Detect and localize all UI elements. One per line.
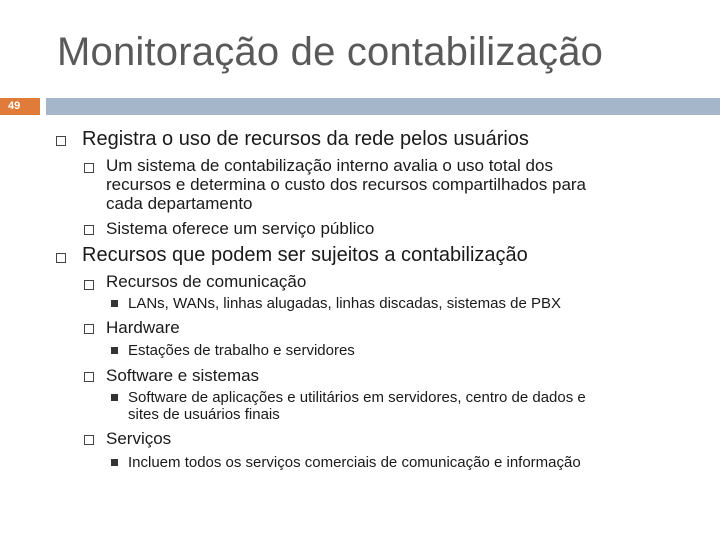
bullet-level1: Recursos que podem ser sujeitos a contabilização <box>82 244 528 266</box>
bullet-level3: Incluem todos os serviços comerciais de comunicação e informação <box>128 454 581 471</box>
bullet-level2: Software e sistemas <box>106 366 260 385</box>
bullet-level2: Um sistema de contabilização interno avalia o uso total dos <box>106 156 553 175</box>
slide-number: 49 <box>0 98 40 115</box>
bullet-level2: Hardware <box>106 318 180 337</box>
square-bullet-icon <box>111 347 118 354</box>
bullet-box-icon <box>56 253 66 263</box>
bullet-box-icon <box>84 280 94 290</box>
bullet-box-icon <box>56 136 66 146</box>
bullet-box-icon <box>84 435 94 445</box>
square-bullet-icon <box>111 459 118 466</box>
square-bullet-icon <box>111 300 118 307</box>
bullet-level2: Serviços <box>106 429 172 448</box>
bullet-level2-continuation: recursos e determina o custo dos recursos compartilhados para <box>106 175 587 194</box>
bullet-level2: Sistema oferece um serviço público <box>106 219 375 238</box>
bullet-level3: Estações de trabalho e servidores <box>128 342 355 359</box>
bullet-box-icon <box>84 372 94 382</box>
bullet-level2-continuation: cada departamento <box>106 194 253 213</box>
square-bullet-icon <box>111 394 118 401</box>
bullet-box-icon <box>84 324 94 334</box>
bullet-level2: Recursos de comunicação <box>106 272 307 291</box>
bullet-box-icon <box>84 225 94 235</box>
bullet-level1: Registra o uso de recursos da rede pelos usuários <box>82 128 529 150</box>
bullet-level3-continuation: sites de usuários finais <box>128 406 280 423</box>
bullet-level3: Software de aplicações e utilitários em servidores, centro de dados e <box>128 389 586 406</box>
bullet-level3: LANs, WANs, linhas alugadas, linhas discadas, sistemas de PBX <box>128 295 561 312</box>
bullet-box-icon <box>84 163 94 173</box>
slide-title: Monitoração de contabilização <box>57 30 604 74</box>
